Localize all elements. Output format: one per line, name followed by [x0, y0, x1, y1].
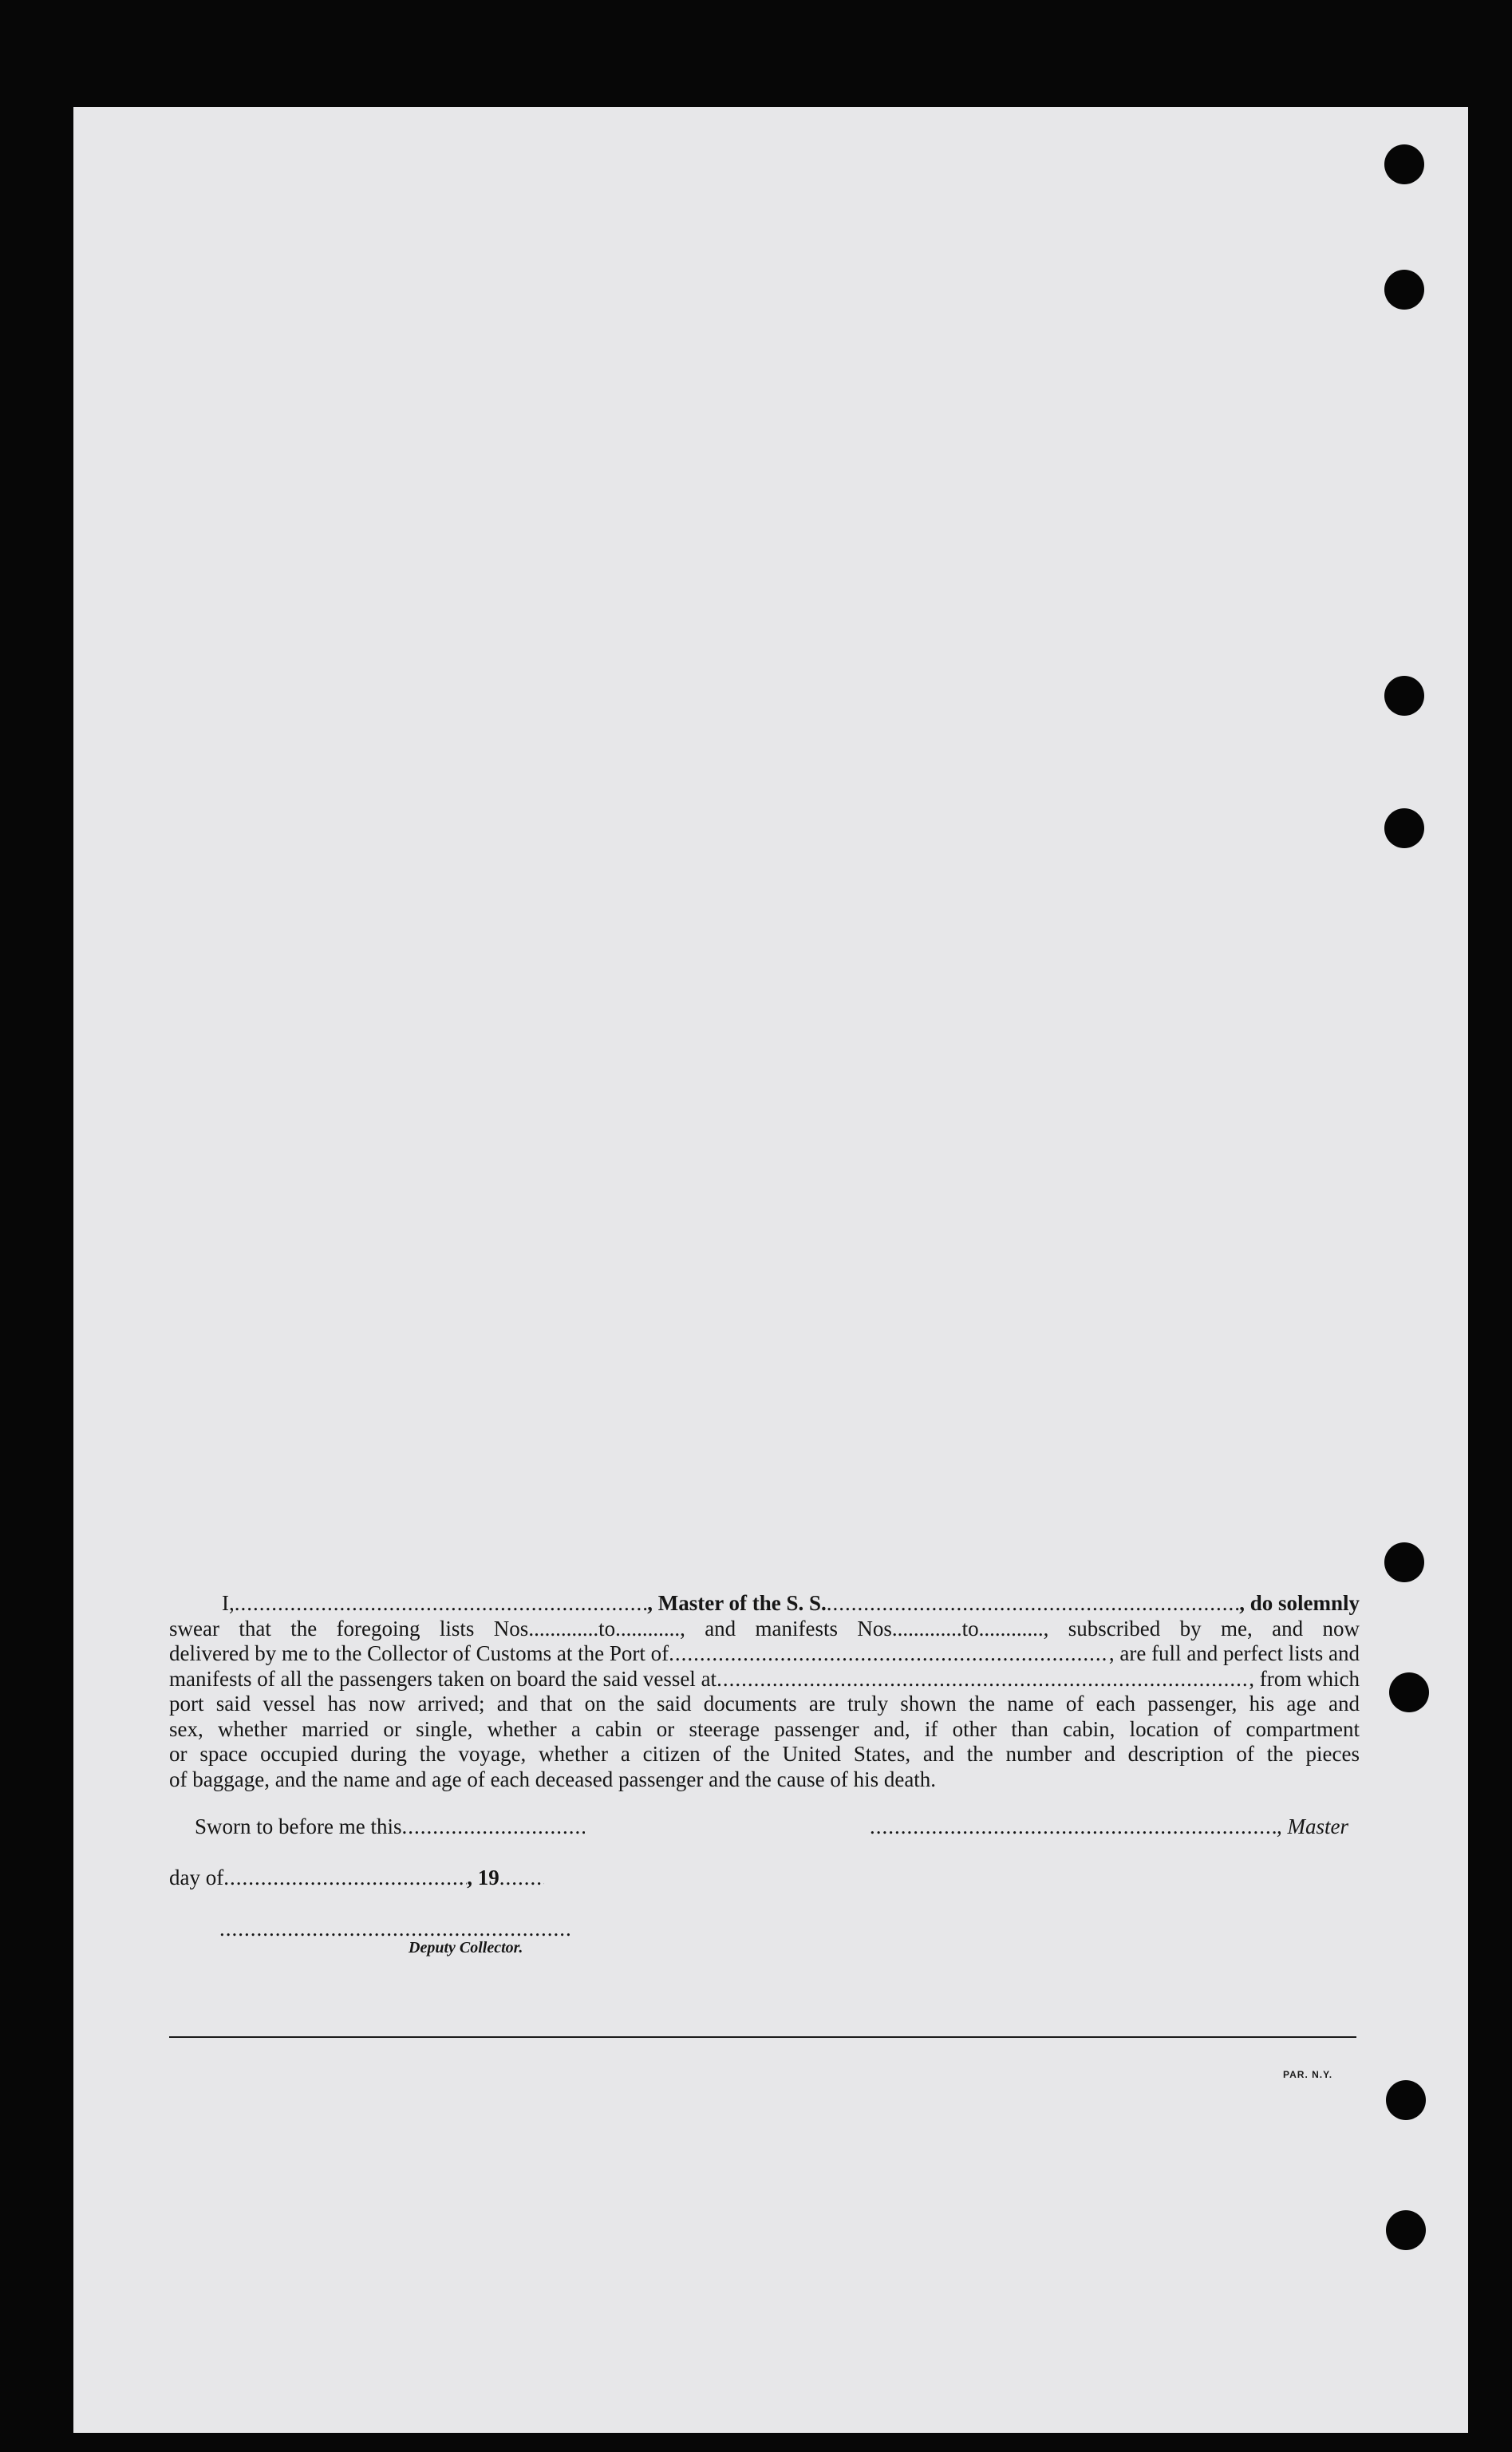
blank-master-signature [870, 1814, 1277, 1839]
oath-line-3b: , are full and perfect lists and [1108, 1641, 1360, 1665]
oath-line-4b: , from which [1249, 1666, 1360, 1691]
oath-line-5: port said vessel has now arrived; and that on the said documents are truly shown the name of each passenger, his age and [169, 1692, 1360, 1716]
binder-hole [1384, 1542, 1424, 1582]
oath-solemnly: , do solemnly [1239, 1591, 1360, 1615]
sworn-text: Sworn to before me this [195, 1814, 402, 1838]
blank-master-name [235, 1591, 648, 1617]
master-signature-line [870, 1814, 1348, 1839]
deputy-collector-label: Deputy Collector. [409, 1939, 523, 1956]
bottom-rule [169, 2036, 1356, 2038]
oath-line-8: of baggage, and the name and age of each deceased passenger and the cause of his death. [169, 1767, 937, 1791]
blank-ship-name [827, 1591, 1240, 1617]
binder-hole [1384, 144, 1424, 184]
master-label: , Master [1277, 1814, 1348, 1838]
oath-line-4a: manifests of all the passengers taken on board the said vessel at [169, 1666, 717, 1691]
oath-line-7: or space occupied during the voyage, whether a citizen of the United States, and the number and description of the pieces [169, 1742, 1360, 1766]
oath-i: I, [222, 1591, 235, 1615]
binder-hole [1389, 1672, 1429, 1712]
oath-master-of-ship: , Master of the S. S. [647, 1591, 827, 1615]
binder-hole [1384, 808, 1424, 848]
blank-deputy-signature [219, 1917, 570, 1941]
binder-hole [1386, 2080, 1426, 2120]
deputy-signature-line [219, 1917, 570, 1941]
oath-line-3a: delivered by me to the Collector of Customs at the Port of [169, 1641, 669, 1665]
year-prefix: , 19 [467, 1866, 499, 1889]
document-page [73, 107, 1468, 2433]
day-of-line [169, 1866, 544, 1890]
oath-paragraph [169, 1591, 1360, 1792]
binder-hole [1384, 676, 1424, 716]
blank-sworn-date [401, 1814, 585, 1839]
sworn-line [195, 1814, 585, 1839]
printer-mark: PAR. N.Y. [1283, 2069, 1333, 2080]
binder-hole [1384, 270, 1424, 310]
oath-line-6: sex, whether married or single, whether a cabin or steerage passenger and, if other than cabin, location of compartment [169, 1716, 1360, 1741]
binder-hole [1386, 2210, 1426, 2250]
blank-port [669, 1641, 1109, 1667]
blank-day [223, 1866, 467, 1890]
oath-line-2: swear that the foregoing lists Nos.............to............, and manifests Nos.............to............, subscribed by me, and now [169, 1616, 1360, 1641]
blank-year [499, 1866, 544, 1890]
day-of-text: day of [169, 1866, 224, 1889]
blank-embark-port [717, 1667, 1249, 1692]
